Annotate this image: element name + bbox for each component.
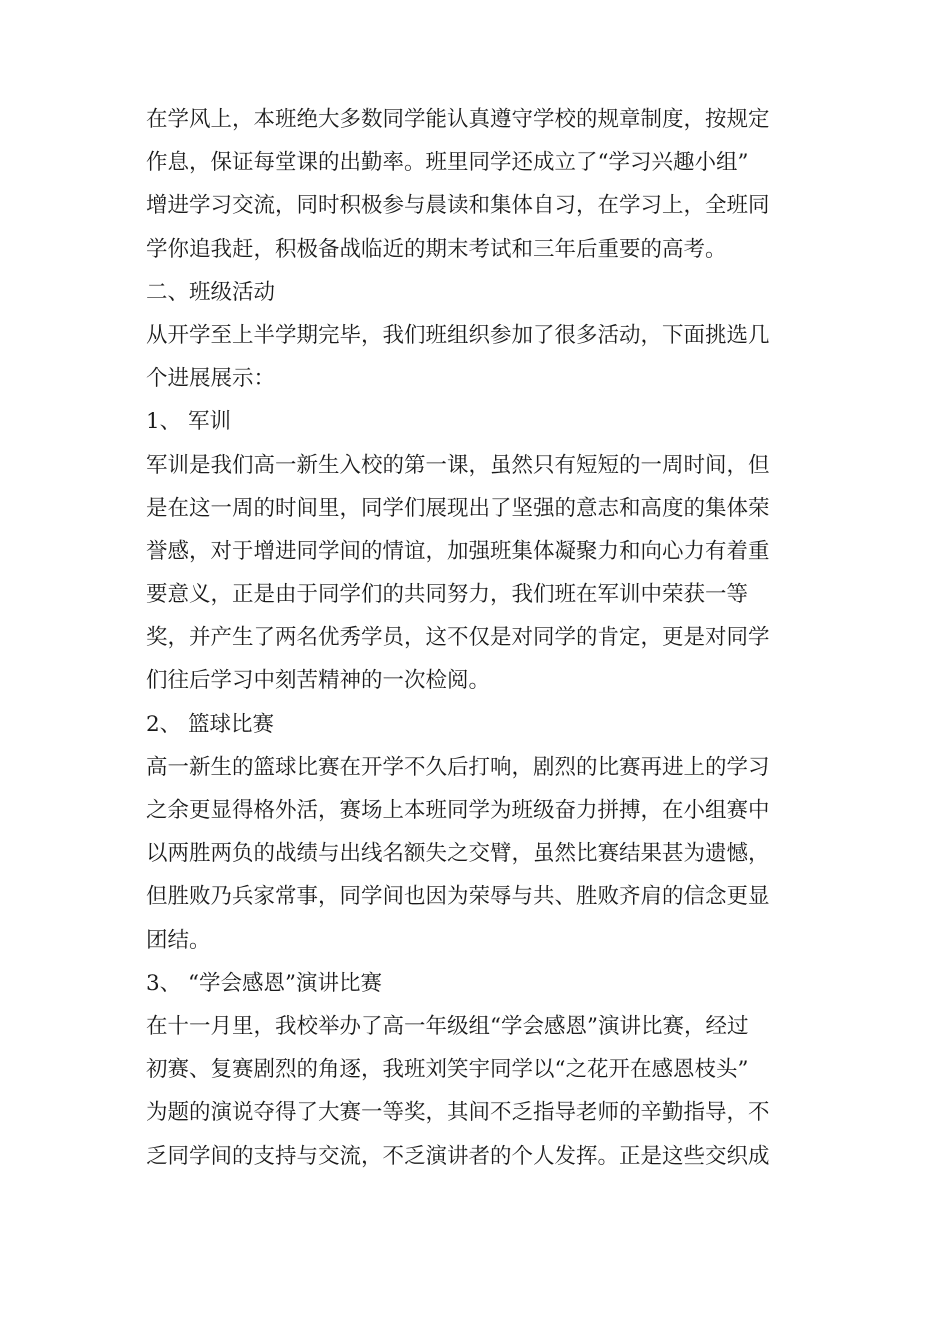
- paragraph-line: 在十一月里，我校举办了高一年级组“学会感恩”演讲比赛，经过: [146, 1013, 749, 1039]
- paragraph-line: 团结。: [146, 927, 211, 953]
- document-body: [146, 98, 806, 1178]
- subheading-basketball: 2、 篮球比赛: [146, 711, 275, 737]
- paragraph-line: 增进学习交流，同时积极参与晨读和集体自习，在学习上，全班同: [146, 193, 770, 219]
- paragraph-line: 学你追我赶，积极备战临近的期末考试和三年后重要的高考。: [146, 236, 727, 262]
- paragraph-line: 个进展展示：: [146, 366, 276, 392]
- paragraph-line: 在学风上，本班绝大多数同学能认真遵守学校的规章制度，按规定: [146, 107, 770, 132]
- paragraph-line: 为题的演说夺得了大赛一等奖，其间不乏指导老师的辛勤指导，不: [146, 1100, 770, 1126]
- paragraph-line: 从开学至上半学期完毕，我们班组织参加了很多活动，下面挑选几: [146, 322, 770, 348]
- paragraph-line: 奖，并产生了两名优秀学员，这不仅是对同学的肯定，更是对同学: [146, 625, 770, 651]
- paragraph-line: 是在这一周的时间里，同学们展现出了坚强的意志和高度的集体荣: [146, 495, 770, 521]
- paragraph-line: 要意义，正是由于同学们的共同努力，我们班在军训中荣获一等: [146, 582, 749, 608]
- paragraph-line: 之余更显得格外活，赛场上本班同学为班级奋力拼搏，在小组赛中: [146, 798, 770, 823]
- paragraph-line: 作息，保证每堂课的出勤率。班里同学还成立了“学习兴趣小组”: [146, 150, 749, 176]
- paragraph-line: 初赛、复赛剧烈的角逐，我班刘笑宇同学以“之花开在感恩枝头”: [146, 1057, 749, 1083]
- paragraph-line: 乏同学间的支持与交流，不乏演讲者的个人发挥。正是这些交织成: [146, 1143, 770, 1169]
- subheading-military-training: 1、 军训: [146, 409, 232, 435]
- paragraph-line: 军训是我们高一新生入校的第一课，虽然只有短短的一周时间，但: [146, 452, 770, 478]
- paragraph-line: 们往后学习中刻苦精神的一次检阅。: [146, 668, 491, 694]
- paragraph-line: 但胜败乃兵家常事，同学间也因为荣辱与共、胜败齐肩的信念更显: [146, 884, 770, 910]
- paragraph-line: 以两胜两负的战绩与出线名额失之交臂，虽然比赛结果甚为遗憾，: [146, 841, 770, 867]
- subheading-speech-contest: 3、 “学会感恩”演讲比赛: [146, 970, 382, 996]
- paragraph-line: 誉感，对于增进同学间的情谊，加强班集体凝聚力和向心力有着重: [146, 538, 770, 564]
- paragraph-line: 高一新生的篮球比赛在开学不久后打响，剧烈的比赛再进上的学习: [146, 754, 770, 780]
- section-heading: 二、班级活动: [146, 279, 276, 305]
